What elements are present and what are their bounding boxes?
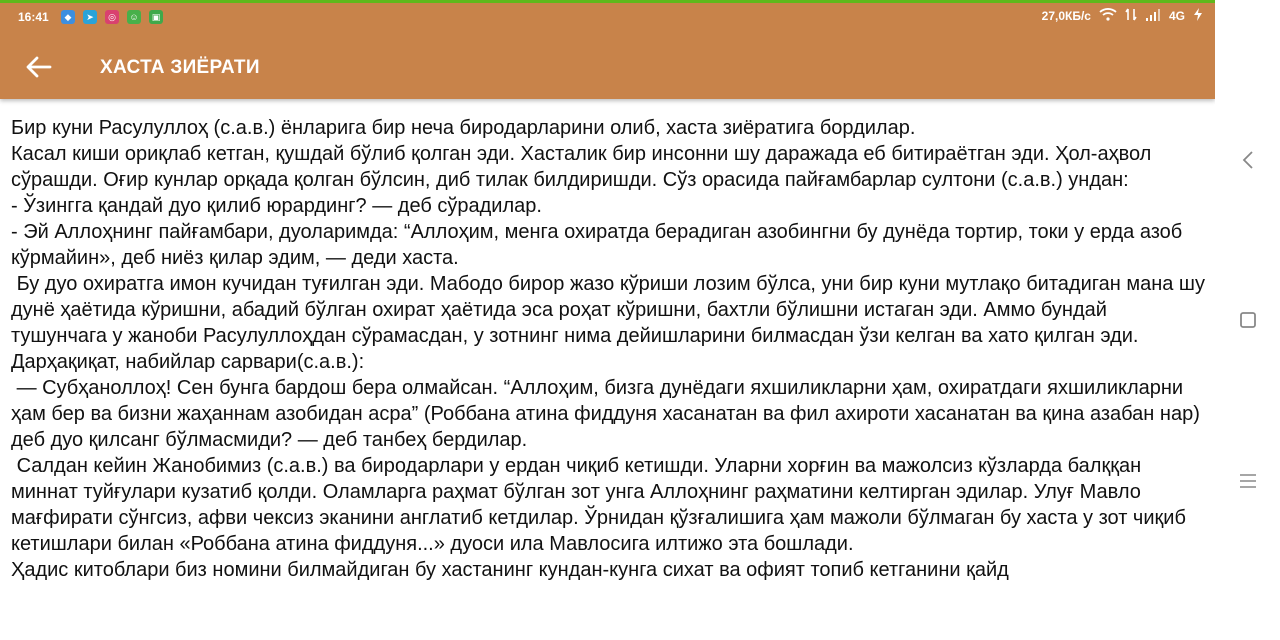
status-time: 16:41	[18, 10, 49, 24]
article-paragraph-3: - Ўзингга қандай дуо қилиб юрардинг? — деб сўрадилар.	[11, 195, 542, 217]
signal-icon	[1145, 9, 1161, 24]
nav-menu-button[interactable]	[1235, 468, 1261, 494]
article-paragraph-6: — Субҳаноллоҳ! Сен бунга бардош бера олмайсан. “Аллоҳим, бизга дунёдаги яхшиликларни ҳам, охиратдаги яхшиликларни ҳам бер ва бизни жаҳаннам азобидан асра” (Роббана атина фиддуня хасанатан ва фил ахироти хасанатан ва қина азабан нар) деб дуо қилсанг бўлмасмиди? — деб танбеҳ бердилар.	[11, 377, 1206, 451]
nav-home-button[interactable]	[1235, 307, 1261, 333]
nav-menu-lines-icon	[1239, 473, 1257, 489]
status-right	[1042, 8, 1203, 24]
data-transfer-icon	[1125, 8, 1137, 24]
article-paragraph-1: Бир куни Расулуллоҳ (с.а.в.) ёнларига бир неча биродарларини олиб, хаста зиёратига бордилар.	[11, 117, 916, 139]
system-nav-bar	[1215, 0, 1280, 640]
article-paragraph-8: Ҳадис китоблари биз номини билмайдиган бу хастанинг кундан-кунга сихат ва офият топиб кетганини қайд	[11, 559, 1009, 581]
vpn-icon: ◆	[61, 10, 75, 24]
messenger-icon: ☺	[127, 10, 141, 24]
article-paragraph-7: Салдан кейин Жанобимиз (с.а.в.) ва биродарлари у ердан чиқиб кетишди. Уларни хорғин ва мажолсиз кўзларда балққан миннат туйғулари кузатиб қолди. Оламларга раҳмат бўлган зот унга Аллоҳнинг раҳматини келтирган эдилар. Улуғ Мавло мағфирати сўнгсиз, афви чексиз эканини англатиб кетдилар. Ўрнидан қўзғалишига ҳам мажоли бўлмаган бу хаста у зот чиқиб кетишлари билан «Роббана атина фиддуня...» дуоси ила Мавлосига илтижо эта бошлади.	[11, 455, 1192, 555]
green-app-icon: ▣	[149, 10, 163, 24]
telegram-icon: ➤	[83, 10, 97, 24]
article-paragraph-2: Касал киши ориқлаб кетган, қушдай бўлиб қолган эди. Хасталик бир инсонни шу даражада еб битираётган эди. Ҳол-аҳвол сўрашди. Оғир кунлар орқада қолган бўлсин, диб тилак билдиришди. Сўз орасида пайғамбарлар султони (с.а.в.) ундан:	[11, 143, 1157, 191]
nav-back-button[interactable]	[1235, 147, 1261, 173]
page-title: ХАСТА ЗИЁРАТИ	[100, 57, 260, 78]
article-text	[11, 115, 1211, 583]
arrow-left-icon	[26, 56, 52, 78]
wifi-icon	[1099, 8, 1117, 24]
network-type: 4G	[1168, 9, 1185, 23]
charging-icon	[1193, 8, 1203, 24]
article-paragraph-5: Бу дуо охиратга имон кучидан туғилган эди. Мабодо бирор жазо кўриши лозим бўлса, уни бир куни мутлақо битадиган мана шу дунё ҳаётида кўришни, абадий бўлган охират ҳаётида эса роҳат кўришни, бахтли бўлишни истаган эди. Аммо бундай тушунчага у жаноби Расулуллоҳдан сўрамасдан, у зотнинг нима дейишларини билмасдан ўзи келган ва хато қилган эди. Дарҳақиқат, набийлар сарвари(с.а.в.):	[11, 273, 1211, 373]
status-bar	[0, 3, 1215, 31]
app-header	[0, 0, 1215, 99]
nav-home-square-icon	[1239, 311, 1257, 329]
back-button[interactable]	[22, 50, 56, 84]
notification-icons	[61, 10, 163, 24]
network-speed: 27,0КБ/с	[1041, 9, 1091, 23]
article-paragraph-4: - Эй Аллоҳнинг пайғамбари, дуоларимда: “Аллоҳим, менга охиратда берадиган азобингни бу дунёда тортир, токи у ерда азоб кўрмайин», деб ниёз қилар эдим, — деди хаста.	[11, 221, 1188, 269]
nav-back-chevron-icon	[1241, 150, 1255, 170]
instagram-icon: ◎	[105, 10, 119, 24]
